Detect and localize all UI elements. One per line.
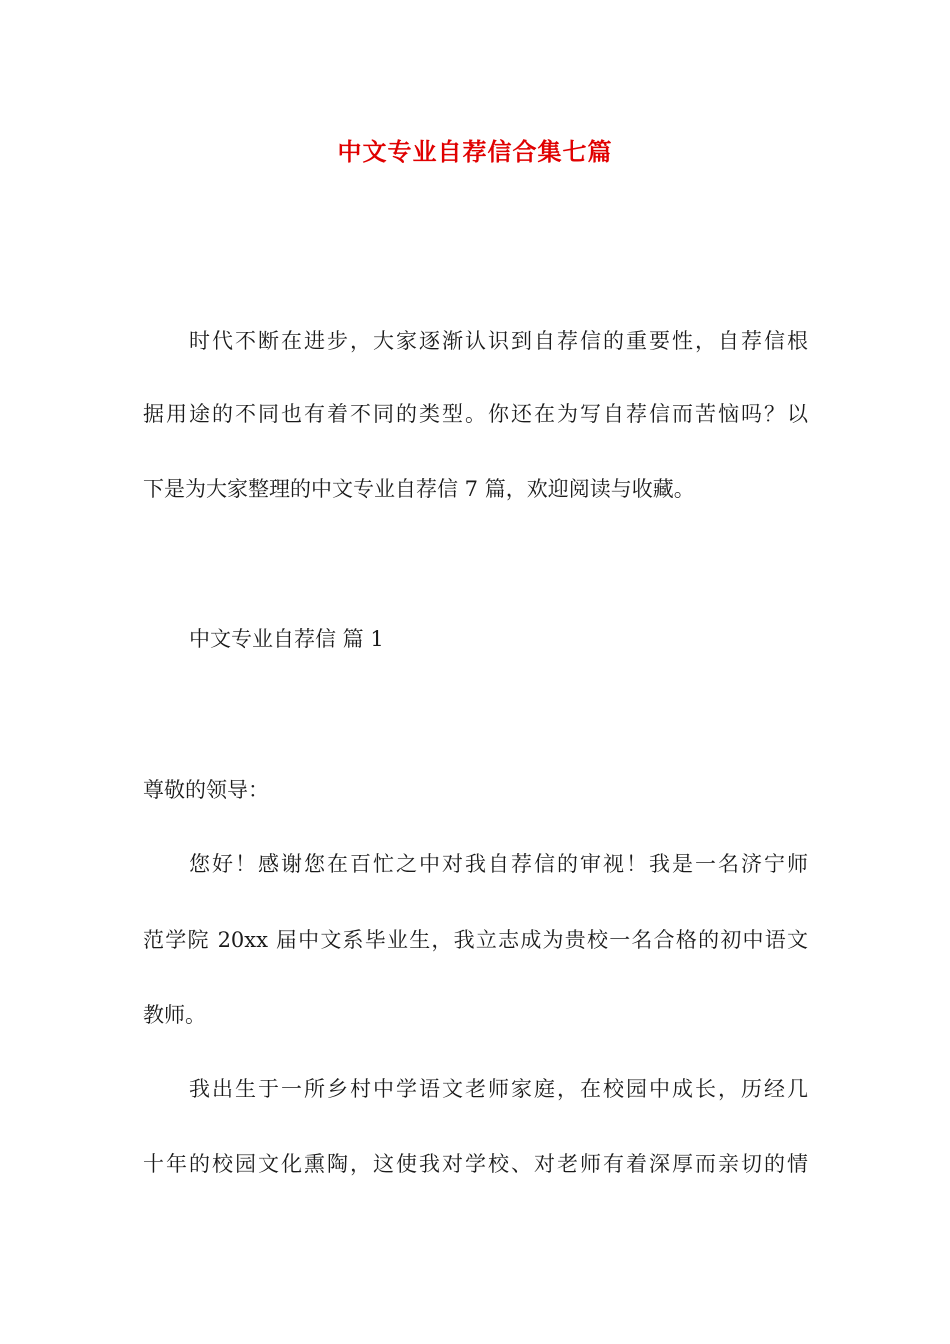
paragraph2-line-2: 十年的校园文化熏陶，这使我对学校、对老师有着深厚而亲切的情 — [143, 1152, 808, 1176]
intro-line-2: 据用途的不同也有着不同的类型。你还在为写自荐信而苦恼吗？以 — [143, 402, 808, 426]
intro-line-3: 下是为大家整理的中文专业自荐信 7 篇，欢迎阅读与收藏。 — [143, 477, 695, 501]
document-title: 中文专业自荐信合集七篇 — [337, 138, 613, 166]
paragraph2-line-1: 我出生于一所乡村中学语文老师家庭，在校园中成长，历经几 — [189, 1077, 808, 1101]
intro-line-1: 时代不断在进步，大家逐渐认识到自荐信的重要性，自荐信根 — [189, 329, 808, 353]
paragraph1-line-2: 范学院 20xx 届中文系毕业生，我立志成为贵校一名合格的初中语文 — [143, 928, 808, 952]
salutation: 尊敬的领导： — [143, 778, 269, 802]
section-heading: 中文专业自荐信 篇 1 — [189, 627, 384, 651]
paragraph1-line-3: 教师。 — [143, 1003, 206, 1027]
paragraph1-line-1: 您好！感谢您在百忙之中对我自荐信的审视！我是一名济宁师 — [189, 852, 808, 876]
